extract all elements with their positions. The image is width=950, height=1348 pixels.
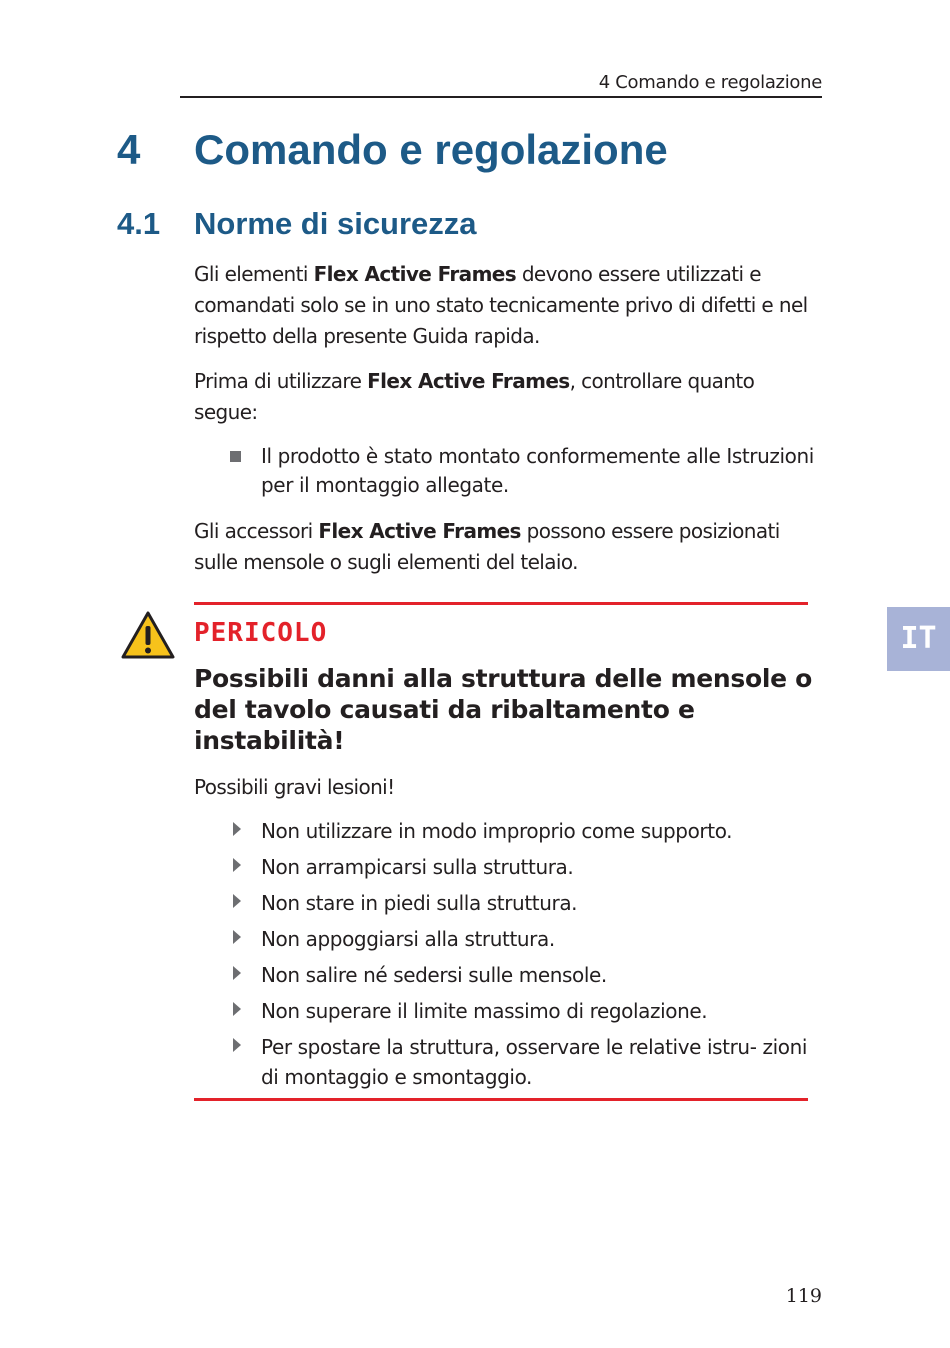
list-item [233, 816, 813, 846]
action-text: Non utilizzare in modo improprio come supporto. [261, 819, 733, 843]
page-number: 119 [785, 1285, 822, 1307]
paragraph-check-after: , controllare quanto segue: [194, 369, 755, 424]
action-text: Non arrampicarsi sulla struttura. [261, 855, 574, 879]
chapter-number: 4 [117, 126, 141, 173]
arrow-bullet-icon [233, 930, 241, 944]
warning-bottom-rule [194, 1098, 808, 1101]
arrow-bullet-icon [233, 894, 241, 908]
warning-consequence: Possibili gravi lesioni! [194, 775, 395, 799]
paragraph-intro-after: devono essere utilizzati e comandati solo se in uno stato tecnicamente privo di difetti e nel rispetto della presente Guida rapida. [194, 262, 808, 348]
list-item [233, 852, 813, 882]
checklist-item-text: Il prodotto è stato montato conformemente alle Istruzioni per il montaggio allegate. [261, 444, 814, 497]
product-name: Flex Active Frames [313, 262, 517, 286]
arrow-bullet-icon [233, 1038, 241, 1052]
action-text: Non superare il limite massimo di regolazione. [261, 999, 708, 1023]
list-item [233, 996, 813, 1026]
paragraph-accessories-after: possono essere posizionati sulle mensole o sugli elementi del telaio. [194, 519, 780, 574]
running-header: 4 Comando e regolazione [598, 72, 822, 93]
paragraph-intro-before: Gli elementi [194, 262, 314, 286]
paragraph-check [194, 366, 814, 428]
action-text: Per spostare la struttura, osservare le relative istru- zioni di montaggio e smontaggio. [261, 1035, 808, 1089]
action-text: Non salire né sedersi sulle mensole. [261, 963, 607, 987]
warning-action-list [233, 816, 813, 1098]
product-name: Flex Active Frames [318, 519, 521, 543]
list-item [233, 924, 813, 954]
square-bullet-icon [230, 451, 241, 462]
language-tab: IT [887, 607, 950, 671]
list-item [233, 1032, 813, 1092]
header-rule [180, 96, 822, 98]
paragraph-accessories-before: Gli accessori [194, 519, 319, 543]
paragraph-check-before: Prima di utilizzare [194, 369, 368, 393]
paragraph-accessories [194, 516, 814, 578]
paragraph-intro [194, 259, 814, 352]
list-item [233, 960, 813, 990]
arrow-bullet-icon [233, 966, 241, 980]
chapter-title: Comando e regolazione [194, 126, 668, 173]
section-number: 4.1 [117, 206, 161, 241]
section-title: Norme di sicurezza [194, 206, 477, 241]
arrow-bullet-icon [233, 822, 241, 836]
warning-heading: Possibili danni alla struttura delle mensole o del tavolo causati da ribaltamento e instabilità! [194, 664, 813, 755]
arrow-bullet-icon [233, 1002, 241, 1016]
warning-top-rule [194, 602, 808, 605]
product-name: Flex Active Frames [367, 369, 570, 393]
signal-word: PERICOLO [194, 618, 328, 648]
action-text: Non appoggiarsi alla struttura. [261, 927, 555, 951]
action-text: Non stare in piedi sulla struttura. [261, 891, 578, 915]
arrow-bullet-icon [233, 858, 241, 872]
warning-triangle-icon [121, 611, 175, 659]
list-item [233, 888, 813, 918]
